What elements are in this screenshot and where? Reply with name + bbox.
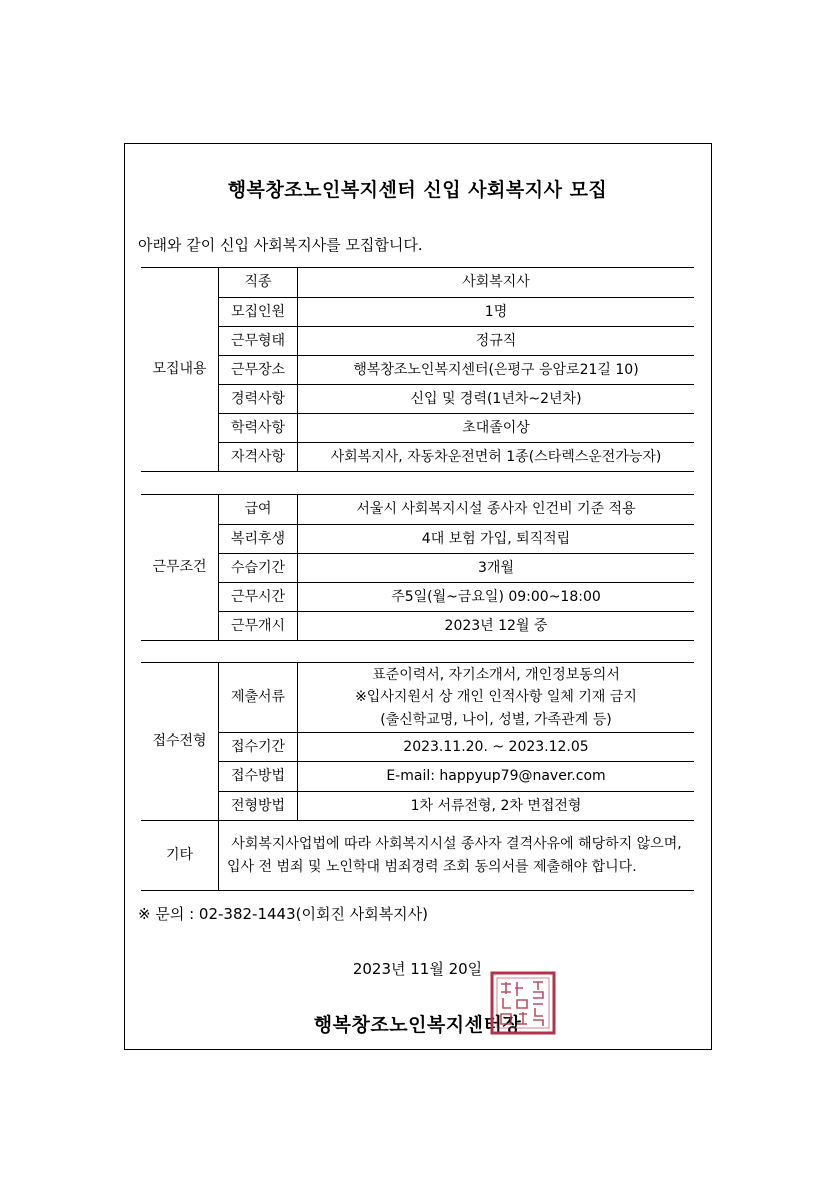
row-value: 정규직 xyxy=(298,327,695,356)
row-label: 수습기간 xyxy=(219,554,298,583)
docs-line: (출신학교명, 나이, 성별, 가족관계 등) xyxy=(380,711,612,728)
row-label: 모집인원 xyxy=(219,298,298,327)
row-value: 행복창조노인복지센터(은평구 응암로21길 10) xyxy=(298,356,695,385)
row-value: 사회복지사 xyxy=(298,268,695,298)
document-title: 행복창조노인복지센터 신입 사회복지사 모집 xyxy=(227,179,608,201)
conditions-category: 근무조건 xyxy=(141,495,219,641)
apply-category: 접수전형 xyxy=(141,663,219,821)
row-value: 2023.11.20. ~ 2023.12.05 xyxy=(298,733,695,762)
docs-line: 표준이력서, 자기소개서, 개인정보동의서 xyxy=(372,666,620,683)
row-label: 자격사항 xyxy=(219,443,298,472)
recruit-table xyxy=(141,267,694,472)
row-value: 주5일(월~금요일) 09:00~18:00 xyxy=(298,583,695,612)
issue-date: 2023년 11월 20일 xyxy=(352,960,483,978)
row-label: 직종 xyxy=(219,268,298,298)
contact-note: ※ 문의 : 02-382-1443(이회진 사회복지사) xyxy=(138,905,429,923)
row-label: 제출서류 xyxy=(219,663,298,733)
row-value: 1차 서류전형, 2차 면접전형 xyxy=(298,792,695,821)
row-value: 4대 보험 가입, 퇴직적립 xyxy=(298,525,695,554)
row-label: 급여 xyxy=(219,495,298,525)
etc-category: 기타 xyxy=(141,821,219,891)
row-label: 접수방법 xyxy=(219,762,298,792)
intro-text: 아래와 같이 신입 사회복지사를 모집합니다. xyxy=(138,236,423,254)
row-label: 접수기간 xyxy=(219,733,298,762)
row-value: 2023년 12월 중 xyxy=(298,612,695,641)
apply-table xyxy=(141,662,694,891)
row-label: 학력사항 xyxy=(219,414,298,443)
etc-text: 사회복지사업법에 따라 사회복지시설 종사자 결격사유에 해당하지 않으며, 입사 전 범죄 및 노인학대 범죄경력 조회 동의서를 제출해야 합니다. xyxy=(219,821,695,891)
docs-line: ※입사지원서 상 개인 인적사항 일체 기재 금지 xyxy=(355,689,637,706)
row-label: 근무개시 xyxy=(219,612,298,641)
row-label: 근무시간 xyxy=(219,583,298,612)
row-value: 사회복지사, 자동차운전면허 1종(스타렉스운전가능자) xyxy=(298,443,695,472)
official-seal xyxy=(489,970,557,1036)
conditions-table xyxy=(141,494,694,641)
recruit-category: 모집내용 xyxy=(141,268,219,472)
row-label: 복리후생 xyxy=(219,525,298,554)
docs-value xyxy=(298,663,695,733)
row-label: 경력사항 xyxy=(219,385,298,414)
row-value: E-mail: happyup79@naver.com xyxy=(298,762,695,792)
row-value: 초대졸이상 xyxy=(298,414,695,443)
organization-name: 행복창조노인복지센터장 xyxy=(313,1014,522,1036)
row-label: 전형방법 xyxy=(219,792,298,821)
row-value: 3개월 xyxy=(298,554,695,583)
row-value: 서울시 사회복지시설 종사자 인건비 기준 적용 xyxy=(298,495,695,525)
row-value: 1명 xyxy=(298,298,695,327)
row-label: 근무형태 xyxy=(219,327,298,356)
row-value: 신입 및 경력(1년차~2년차) xyxy=(298,385,695,414)
row-label: 근무장소 xyxy=(219,356,298,385)
